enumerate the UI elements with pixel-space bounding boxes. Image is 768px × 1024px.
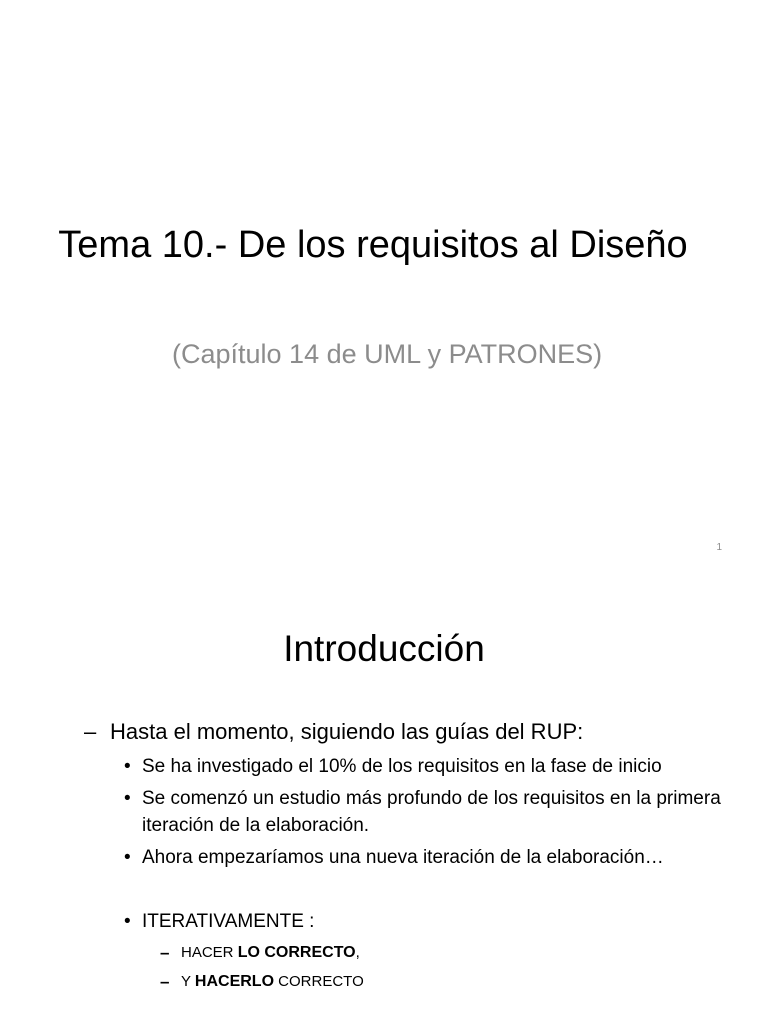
sub-item-hacerlo-correcto <box>0 971 768 993</box>
sub-item-emphasis: HACERLO <box>194 973 275 990</box>
level1-item <box>0 716 768 748</box>
bullet-text: Ahora empezaríamos una nueva iteración de la elaboración… <box>142 847 664 868</box>
bullet-marker: • <box>124 847 131 868</box>
sub-item-prefix: Y <box>181 973 195 990</box>
dash-marker: – <box>160 972 170 991</box>
introduction-content <box>0 716 768 993</box>
bullet-item <box>0 785 768 839</box>
slide-introduction <box>0 576 768 1024</box>
bullet-marker: • <box>124 756 131 777</box>
bullet-item-iterativamente <box>0 908 768 935</box>
sub-item-hacer-lo-correcto <box>0 942 768 964</box>
sub-item-prefix: HACER <box>181 944 238 961</box>
slide-page-number: 1 <box>716 542 722 553</box>
bullet-text: ITERATIVAMENTE : <box>142 911 315 932</box>
slide-subtitle: (Capítulo 14 de UML y PATRONES) <box>172 339 603 369</box>
bullet-marker: • <box>124 911 131 932</box>
bullet-text: Se comenzó un estudio más profundo de los requisitos en la primera iteración de la elaboración. <box>142 788 721 836</box>
bullet-marker: • <box>124 788 131 809</box>
dash-marker: – <box>84 719 97 744</box>
sub-item-suffix: CORRECTO <box>274 973 364 990</box>
introduction-heading: Introducción <box>283 628 485 669</box>
slide-title-heading: Tema 10.- De los requisitos al Diseño <box>58 224 688 266</box>
sub-item-suffix: , <box>355 944 360 961</box>
bullet-item <box>0 753 768 780</box>
bullet-text: Se ha investigado el 10% de los requisitos en la fase de inicio <box>142 756 662 777</box>
level1-text: Hasta el momento, siguiendo las guías del RUP: <box>110 719 584 744</box>
bullet-item <box>0 844 768 871</box>
sub-item-emphasis: LO CORRECTO <box>237 944 356 961</box>
dash-marker: – <box>160 943 170 962</box>
